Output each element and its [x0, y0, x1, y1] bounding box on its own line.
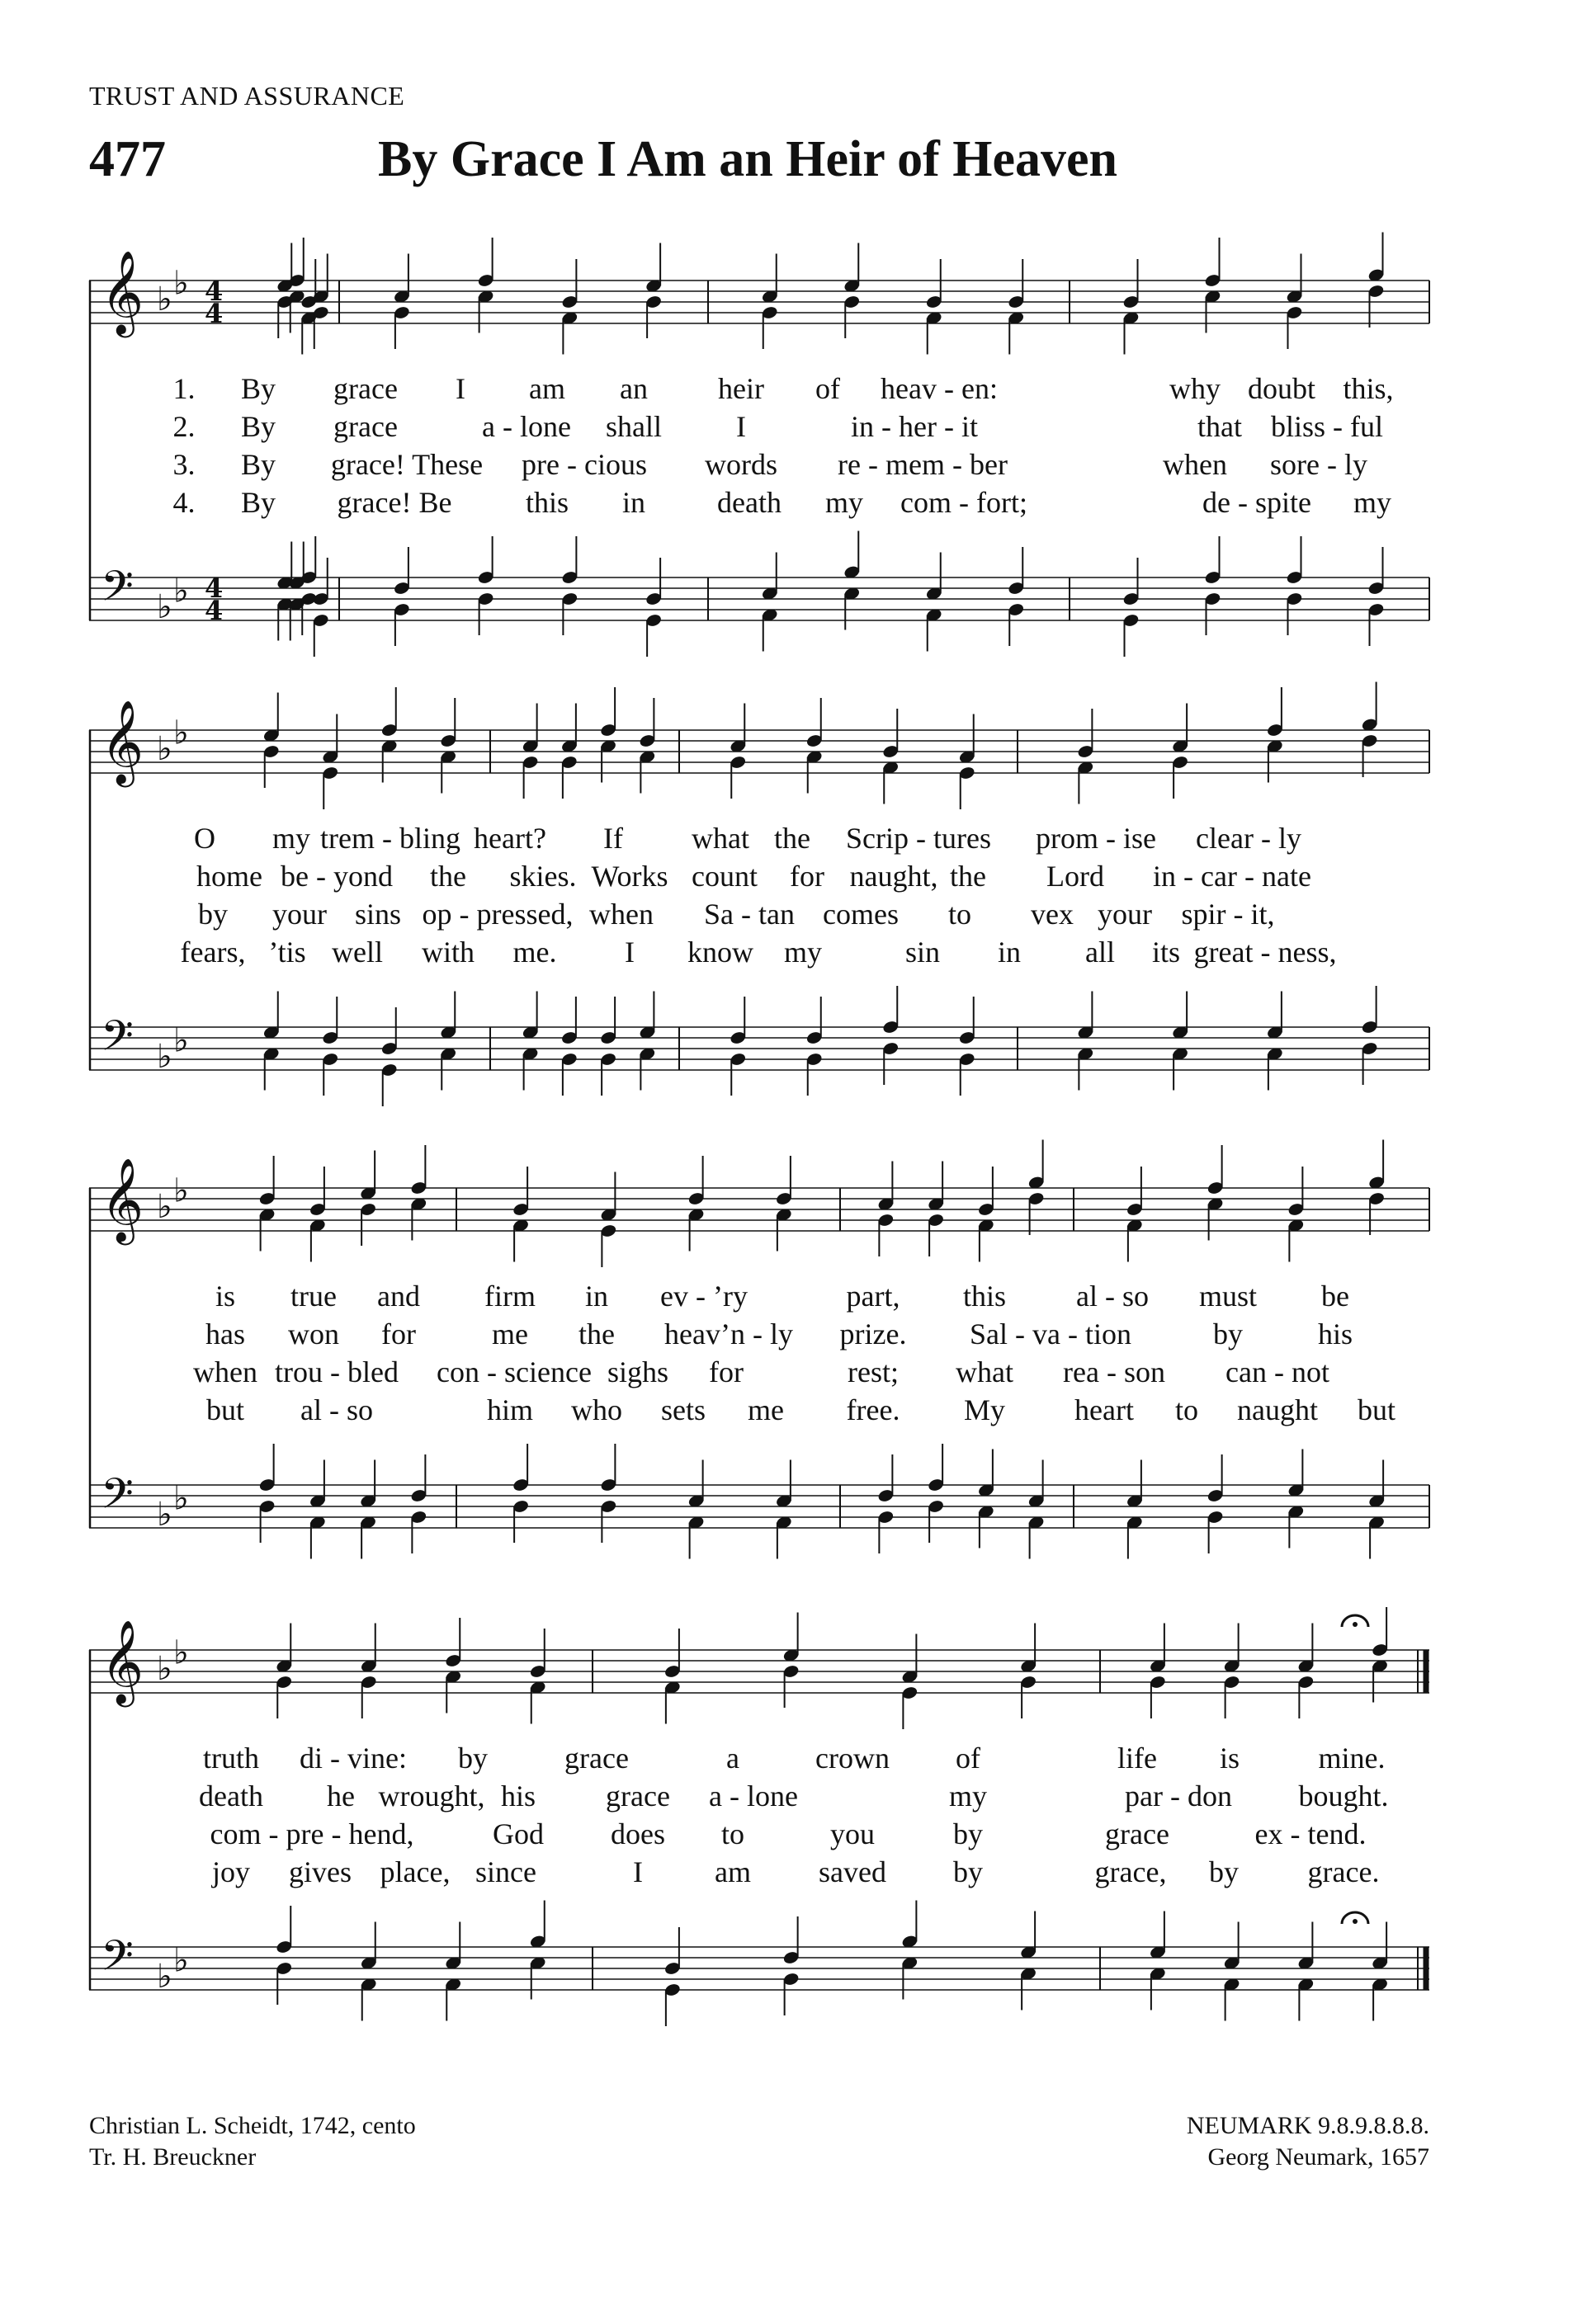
lyric-word: heir — [718, 372, 764, 405]
lyric-word: life — [1117, 1742, 1157, 1775]
lyric-word: in - car - nate — [1153, 860, 1311, 893]
lyric-word: by — [1209, 1855, 1239, 1888]
lyric-word: this, — [1343, 372, 1394, 405]
lyric-word: home — [196, 860, 262, 893]
lyric-word: your — [272, 898, 327, 931]
music-system-2 — [89, 697, 1429, 1126]
lyric-word: par - don — [1125, 1780, 1232, 1813]
lyric-word: and — [377, 1280, 420, 1313]
lyric-word: with — [421, 936, 475, 969]
lyric-word: doubt — [1247, 372, 1316, 405]
verse-line — [89, 897, 1429, 935]
lyric-word: in - her - it — [851, 410, 978, 443]
lyric-word: di - vine: — [300, 1742, 407, 1775]
verse-line — [89, 1393, 1429, 1431]
flat-icon: ♭ — [173, 1021, 189, 1060]
lyric-word: shall — [606, 410, 662, 443]
lyric-word: rea - son — [1063, 1355, 1165, 1388]
bass-clef-icon: 𝄢 — [101, 1011, 134, 1071]
lyric-word: to — [1174, 1393, 1199, 1426]
lyric-word: death — [199, 1780, 263, 1813]
lyric-word: I — [633, 1855, 643, 1888]
lyric-word: what — [692, 822, 749, 855]
verse-line — [89, 371, 1429, 409]
lyric-word: my — [824, 486, 864, 519]
lyric-word: all — [1085, 936, 1115, 969]
flat-icon: ♭ — [157, 1958, 172, 1996]
lyric-word: re - mem - ber — [838, 448, 1008, 481]
lyric-word: 4. — [172, 486, 196, 519]
lyric-word: the — [578, 1318, 615, 1351]
lyric-word: well — [332, 936, 383, 969]
lyric-word: sore - ly — [1270, 448, 1367, 481]
lyric-word: by — [458, 1742, 488, 1775]
lyric-word: in — [621, 486, 646, 519]
lyric-word: you — [830, 1817, 875, 1850]
lyric-word: great - ness, — [1193, 936, 1337, 969]
lyric-word: in — [997, 936, 1022, 969]
lyric-word: clear - ly — [1196, 822, 1301, 855]
lyric-word: pre - cious — [522, 448, 647, 481]
credits-right — [1187, 2110, 1429, 2173]
lyric-word: does — [611, 1817, 665, 1850]
flat-icon: ♭ — [173, 1941, 189, 1980]
lyric-word: he — [327, 1780, 355, 1813]
time-signature-numerator: 4 — [205, 573, 224, 604]
verse-line — [89, 447, 1429, 485]
lyric-word: this — [962, 1280, 1007, 1313]
lyric-word: won — [288, 1318, 339, 1351]
lyric-word: me. — [512, 936, 557, 969]
music-system-3 — [89, 1155, 1429, 1584]
verse-line — [89, 821, 1429, 859]
lyric-word: is — [215, 1280, 236, 1313]
lyric-word: why — [1169, 372, 1221, 405]
treble-clef-icon: 𝄞 — [101, 249, 144, 334]
lyric-word: Sa - tan — [704, 898, 795, 931]
lyric-word: naught, — [849, 860, 938, 893]
lyric-word: rest; — [848, 1355, 899, 1388]
lyric-word: has — [205, 1318, 245, 1351]
lyric-word: heart? — [474, 822, 546, 855]
lyric-word: sins — [354, 898, 402, 931]
lyric-word: since — [475, 1855, 536, 1888]
flat-icon: ♭ — [173, 264, 189, 303]
lyric-word: must — [1198, 1280, 1258, 1313]
lyric-word: joy — [211, 1855, 251, 1888]
lyrics-block-3 — [89, 1279, 1429, 1431]
flat-icon: ♭ — [157, 1038, 172, 1076]
verse-line — [89, 1317, 1429, 1355]
flat-icon: ♭ — [173, 714, 189, 752]
lyric-word: firm — [484, 1280, 536, 1313]
lyric-word: for — [709, 1355, 744, 1388]
time-signature-numerator: 4 — [205, 276, 224, 307]
lyric-word: al - so — [1076, 1280, 1149, 1313]
lyric-word: ev - ’ry — [660, 1280, 748, 1313]
lyric-word: By — [240, 486, 276, 519]
music-system-4 — [89, 1617, 1429, 2046]
lyric-word: my — [272, 822, 311, 855]
treble-clef-icon: 𝄞 — [101, 1157, 144, 1242]
lyric-word: My — [963, 1393, 1006, 1426]
text-author: Christian L. Scheidt, 1742, cento — [89, 2112, 416, 2139]
lyric-word: com - pre - hend, — [210, 1817, 414, 1850]
lyric-word: 1. — [172, 372, 196, 405]
lyric-word: grace! These — [330, 448, 484, 481]
lyric-word: spir - it, — [1181, 898, 1275, 931]
hymn-title: By Grace I Am an Heir of Heaven — [378, 131, 1118, 187]
lyric-word: de - spite — [1202, 486, 1311, 519]
composer: Georg Neumark, 1657 — [1207, 2143, 1429, 2171]
lyric-word: to — [947, 898, 972, 931]
lyric-word: ex - tend. — [1254, 1817, 1367, 1850]
lyric-word: naught — [1237, 1393, 1318, 1426]
lyric-word: bliss - ful — [1270, 410, 1384, 443]
translator: Tr. H. Breuckner — [89, 2143, 257, 2171]
lyric-word: I — [625, 936, 635, 969]
lyric-word: comes — [823, 898, 899, 931]
verse-line — [89, 1855, 1429, 1893]
lyric-word: Sal - va - tion — [970, 1318, 1131, 1351]
lyric-word: but — [205, 1393, 245, 1426]
lyrics-block-4 — [89, 1741, 1429, 1893]
lyric-word: its — [1151, 936, 1181, 969]
lyric-word: grace — [564, 1742, 629, 1775]
flat-icon: ♭ — [157, 1496, 172, 1534]
lyric-word: him — [486, 1393, 534, 1426]
treble-clef-icon: 𝄞 — [101, 1619, 144, 1704]
bass-clef-icon: 𝄢 — [101, 561, 134, 621]
lyric-word: my — [1353, 486, 1392, 519]
lyric-word: that — [1197, 410, 1242, 443]
lyric-word: by — [198, 898, 228, 931]
lyric-word: what — [956, 1355, 1013, 1388]
lyric-word: a - lone — [709, 1780, 798, 1813]
lyric-word: to — [720, 1817, 745, 1850]
lyric-word: By — [240, 410, 276, 443]
verse-line — [89, 1355, 1429, 1393]
verse-line — [89, 1779, 1429, 1817]
lyric-word: skies. — [509, 860, 577, 893]
lyric-word: in — [584, 1280, 609, 1313]
hymn-category: TRUST AND ASSURANCE — [89, 81, 405, 111]
flat-icon: ♭ — [157, 730, 172, 768]
lyric-word: mine. — [1318, 1742, 1386, 1775]
lyric-word: If — [603, 822, 623, 855]
music-system-1 — [89, 247, 1429, 676]
verse-line — [89, 1279, 1429, 1317]
tune-name: NEUMARK 9.8.9.8.8.8. — [1186, 2112, 1429, 2139]
lyric-word: grace! Be — [337, 486, 452, 519]
lyric-word: heav - en: — [881, 372, 998, 405]
lyric-word: be — [1321, 1280, 1349, 1313]
lyric-word: an — [620, 372, 648, 405]
lyric-word: when — [589, 898, 654, 931]
time-signature-denominator: 4 — [205, 298, 224, 329]
lyric-word: the — [950, 860, 986, 893]
lyric-word: crown — [815, 1742, 890, 1775]
lyric-word: I — [456, 372, 465, 405]
bass-clef-icon: 𝄢 — [101, 1930, 134, 1991]
lyric-word: grace, — [1094, 1855, 1167, 1888]
lyric-word: for — [790, 860, 824, 893]
lyric-word: prom - ise — [1036, 822, 1156, 855]
lyric-word: By — [240, 448, 276, 481]
lyric-word: Scrip - tures — [846, 822, 991, 855]
bass-clef-icon: 𝄢 — [101, 1468, 134, 1529]
lyric-word: ’tis — [268, 936, 306, 969]
lyric-word: trou - bled — [275, 1355, 399, 1388]
lyric-word: this — [525, 486, 569, 519]
lyric-word: grace — [333, 372, 398, 405]
hymn-number: 477 — [89, 131, 166, 187]
lyric-word: grace — [1105, 1817, 1169, 1850]
fermata-dot — [1353, 1622, 1358, 1627]
lyric-word: sets — [661, 1393, 706, 1426]
credits-left — [89, 2110, 416, 2173]
fermata-dot — [1353, 1919, 1358, 1924]
lyric-word: gives — [289, 1855, 352, 1888]
lyric-word: 2. — [172, 410, 196, 443]
lyric-word: grace. — [1307, 1855, 1380, 1888]
flat-icon: ♭ — [157, 588, 172, 626]
lyric-word: the — [774, 822, 810, 855]
lyric-word: sin — [904, 936, 941, 969]
lyric-word: for — [381, 1318, 416, 1351]
lyric-word: O — [194, 822, 215, 855]
lyric-word: know — [687, 936, 753, 969]
flat-icon: ♭ — [157, 1650, 172, 1688]
lyric-word: his — [500, 1780, 536, 1813]
lyric-word: part, — [846, 1280, 900, 1313]
lyric-word: me — [492, 1318, 528, 1351]
lyric-word: who — [571, 1393, 622, 1426]
flat-icon: ♭ — [157, 1188, 172, 1226]
lyric-word: when — [1163, 448, 1227, 481]
lyric-word: con - science — [437, 1355, 592, 1388]
lyric-word: am — [715, 1855, 751, 1888]
flat-icon: ♭ — [173, 1479, 189, 1518]
lyric-word: com - fort; — [900, 486, 1027, 519]
lyric-word: words — [705, 448, 777, 481]
lyric-word: by — [1213, 1318, 1243, 1351]
lyric-word: Lord — [1046, 860, 1104, 893]
verse-line — [89, 485, 1429, 523]
lyric-word: truth — [203, 1742, 259, 1775]
lyric-word: fears, — [180, 936, 246, 969]
lyric-word: am — [529, 372, 565, 405]
lyric-word: his — [1317, 1318, 1353, 1351]
lyric-word: sighs — [607, 1355, 669, 1388]
lyric-word: but — [1357, 1393, 1396, 1426]
lyric-word: of — [815, 372, 840, 405]
flat-icon: ♭ — [157, 280, 172, 318]
treble-clef-icon: 𝄞 — [101, 699, 144, 784]
lyric-word: be - yond — [281, 860, 393, 893]
lyrics-block-2 — [89, 821, 1429, 973]
lyric-word: true — [290, 1280, 337, 1313]
lyric-word: al - so — [300, 1393, 373, 1426]
lyric-word: a - lone — [482, 410, 571, 443]
lyric-word: heav’n - ly — [664, 1318, 793, 1351]
lyric-word: bought. — [1298, 1780, 1389, 1813]
lyric-word: your — [1098, 898, 1152, 931]
lyric-word: me — [748, 1393, 784, 1426]
lyric-word: saved — [819, 1855, 886, 1888]
flat-icon: ♭ — [173, 1633, 189, 1672]
lyric-word: a — [726, 1742, 739, 1775]
lyric-word: vex — [1031, 898, 1074, 931]
lyric-word: when — [193, 1355, 257, 1388]
lyric-word: heart — [1074, 1393, 1134, 1426]
lyric-word: is — [1219, 1742, 1240, 1775]
lyric-word: place, — [380, 1855, 451, 1888]
lyric-word: my — [783, 936, 823, 969]
lyric-word: the — [430, 860, 466, 893]
lyric-word: trem - bling — [320, 822, 460, 855]
lyric-word: God — [493, 1817, 544, 1850]
lyric-word: Works — [591, 860, 668, 893]
verse-line — [89, 1741, 1429, 1779]
verse-line — [89, 409, 1429, 447]
lyric-word: free. — [846, 1393, 900, 1426]
lyric-word: by — [953, 1855, 983, 1888]
lyric-word: can - not — [1225, 1355, 1329, 1388]
lyric-word: wrought, — [378, 1780, 485, 1813]
lyric-word: count — [692, 860, 758, 893]
verse-line — [89, 859, 1429, 897]
lyric-word: by — [953, 1817, 983, 1850]
lyric-word: my — [948, 1780, 988, 1813]
lyrics-block-1 — [89, 371, 1429, 523]
lyric-word: I — [736, 410, 746, 443]
lyric-word: death — [717, 486, 782, 519]
lyric-word: prize. — [839, 1318, 907, 1351]
flat-icon: ♭ — [173, 572, 189, 610]
lyric-word: grace — [333, 410, 398, 443]
lyric-word: 3. — [172, 448, 196, 481]
lyric-word: op - pressed, — [422, 898, 574, 931]
lyric-word: of — [956, 1742, 980, 1775]
verse-line — [89, 935, 1429, 973]
time-signature-denominator: 4 — [205, 595, 224, 626]
verse-line — [89, 1817, 1429, 1855]
lyric-word: grace — [606, 1780, 670, 1813]
lyric-word: By — [240, 372, 276, 405]
flat-icon: ♭ — [173, 1171, 189, 1210]
